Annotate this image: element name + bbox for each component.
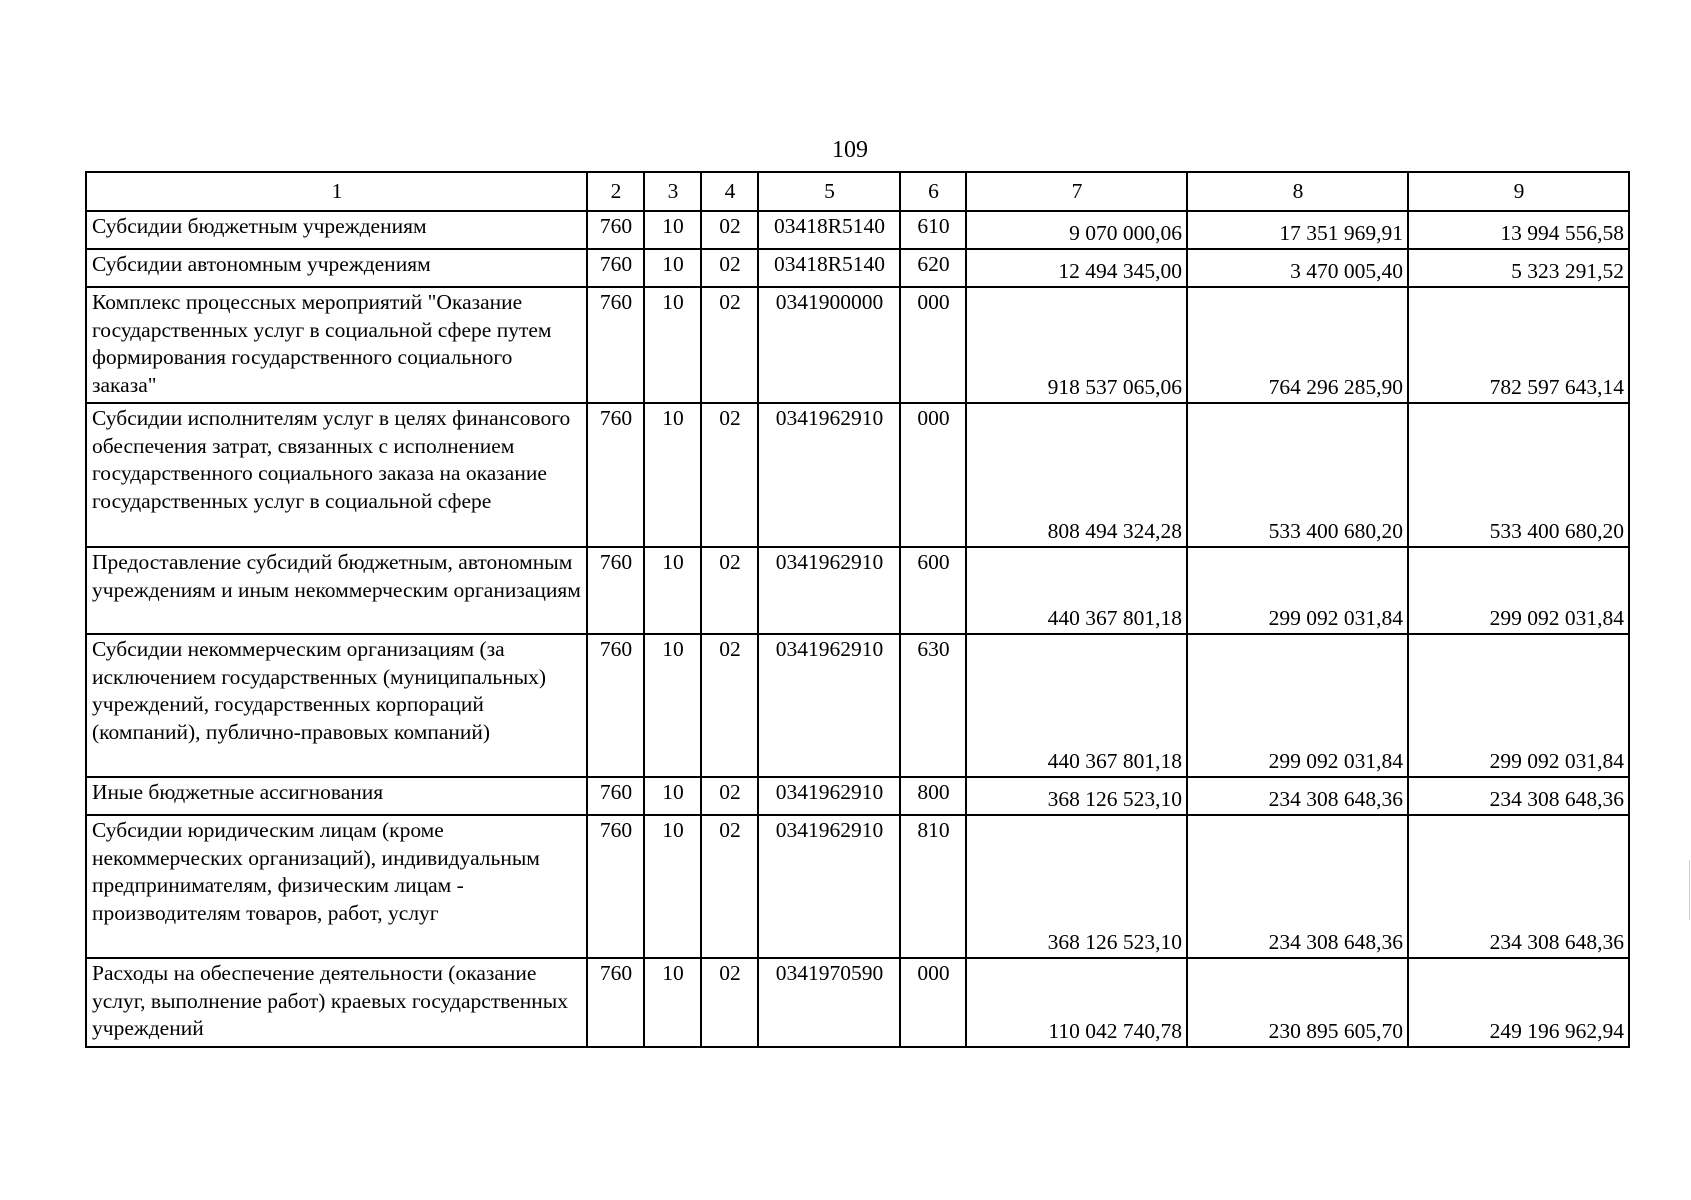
amount-col-8: 3 470 005,40 (1187, 249, 1408, 287)
item-name: Предоставление субсидий бюджетным, автономным учреждениям и иным некоммерческим организациям (86, 547, 587, 634)
code-col-5: 0341962910 (758, 634, 900, 777)
amount-col-8: 299 092 031,84 (1187, 547, 1408, 634)
table-row (86, 958, 1629, 1047)
amount-col-7: 9 070 000,06 (966, 211, 1187, 249)
amount-col-8: 230 895 605,70 (1187, 958, 1408, 1047)
page-number: 109 (832, 137, 868, 163)
amount-col-9: 13 994 556,58 (1408, 211, 1629, 249)
code-col-3: 10 (644, 815, 701, 958)
amount-col-9: 234 308 648,36 (1408, 777, 1629, 815)
code-col-2: 760 (587, 815, 644, 958)
code-col-6: 600 (900, 547, 966, 634)
code-col-3: 10 (644, 634, 701, 777)
amount-col-9: 533 400 680,20 (1408, 403, 1629, 547)
code-col-4: 02 (701, 958, 758, 1047)
code-col-2: 760 (587, 958, 644, 1047)
item-name: Субсидии исполнителям услуг в целях финансового обеспечения затрат, связанных с исполнением государственного социального заказа на оказание государственных услуг в социальной сфере (86, 403, 587, 547)
amount-col-7: 368 126 523,10 (966, 777, 1187, 815)
budget-table (85, 171, 1630, 1048)
code-col-5: 0341962910 (758, 403, 900, 547)
code-col-6: 800 (900, 777, 966, 815)
code-col-4: 02 (701, 547, 758, 634)
amount-col-8: 299 092 031,84 (1187, 634, 1408, 777)
column-header-5: 5 (758, 172, 900, 211)
code-col-6: 000 (900, 287, 966, 403)
item-name: Расходы на обеспечение деятельности (оказание услуг, выполнение работ) краевых государственных учреждений (86, 958, 587, 1047)
table-row (86, 287, 1629, 403)
table-row (86, 777, 1629, 815)
amount-col-7: 110 042 740,78 (966, 958, 1187, 1047)
column-header-6: 6 (900, 172, 966, 211)
code-col-4: 02 (701, 249, 758, 287)
amount-col-7: 808 494 324,28 (966, 403, 1187, 547)
table-header-row (86, 172, 1629, 211)
column-header-1: 1 (86, 172, 587, 211)
table-row (86, 403, 1629, 547)
code-col-4: 02 (701, 777, 758, 815)
code-col-6: 620 (900, 249, 966, 287)
code-col-2: 760 (587, 249, 644, 287)
item-name: Субсидии юридическим лицам (кроме некоммерческих организаций), индивидуальным предпринимателям, физическим лицам - производителям товаров, работ, услуг (86, 815, 587, 958)
code-col-6: 810 (900, 815, 966, 958)
code-col-2: 760 (587, 211, 644, 249)
code-col-3: 10 (644, 403, 701, 547)
column-header-4: 4 (701, 172, 758, 211)
code-col-2: 760 (587, 634, 644, 777)
code-col-5: 0341962910 (758, 547, 900, 634)
code-col-2: 760 (587, 547, 644, 634)
item-name: Субсидии автономным учреждениям (86, 249, 587, 287)
column-header-3: 3 (644, 172, 701, 211)
code-col-5: 0341900000 (758, 287, 900, 403)
table-row (86, 249, 1629, 287)
code-col-5: 03418R5140 (758, 249, 900, 287)
amount-col-9: 299 092 031,84 (1408, 547, 1629, 634)
code-col-2: 760 (587, 287, 644, 403)
amount-col-8: 17 351 969,91 (1187, 211, 1408, 249)
column-header-7: 7 (966, 172, 1187, 211)
code-col-5: 0341970590 (758, 958, 900, 1047)
column-header-2: 2 (587, 172, 644, 211)
code-col-4: 02 (701, 403, 758, 547)
scan-edge-mark (1689, 860, 1690, 920)
item-name: Субсидии некоммерческим организациям (за исключением государственных (муниципальных) учреждений, государственных корпораций (компаний), публично-правовых компаний) (86, 634, 587, 777)
item-name: Иные бюджетные ассигнования (86, 777, 587, 815)
code-col-3: 10 (644, 287, 701, 403)
amount-col-9: 299 092 031,84 (1408, 634, 1629, 777)
amount-col-9: 249 196 962,94 (1408, 958, 1629, 1047)
amount-col-9: 782 597 643,14 (1408, 287, 1629, 403)
amount-col-9: 5 323 291,52 (1408, 249, 1629, 287)
code-col-4: 02 (701, 211, 758, 249)
code-col-3: 10 (644, 249, 701, 287)
amount-col-8: 234 308 648,36 (1187, 815, 1408, 958)
code-col-5: 03418R5140 (758, 211, 900, 249)
amount-col-8: 533 400 680,20 (1187, 403, 1408, 547)
item-name: Комплекс процессных мероприятий "Оказание государственных услуг в социальной сфере путем формирования государственного социального заказа" (86, 287, 587, 403)
table-row (86, 815, 1629, 958)
amount-col-9: 234 308 648,36 (1408, 815, 1629, 958)
amount-col-8: 234 308 648,36 (1187, 777, 1408, 815)
code-col-6: 000 (900, 403, 966, 547)
item-name: Субсидии бюджетным учреждениям (86, 211, 587, 249)
amount-col-7: 368 126 523,10 (966, 815, 1187, 958)
table-row (86, 634, 1629, 777)
column-header-8: 8 (1187, 172, 1408, 211)
code-col-6: 610 (900, 211, 966, 249)
code-col-5: 0341962910 (758, 777, 900, 815)
amount-col-7: 440 367 801,18 (966, 634, 1187, 777)
code-col-4: 02 (701, 634, 758, 777)
code-col-2: 760 (587, 777, 644, 815)
amount-col-7: 12 494 345,00 (966, 249, 1187, 287)
amount-col-7: 918 537 065,06 (966, 287, 1187, 403)
code-col-3: 10 (644, 547, 701, 634)
code-col-4: 02 (701, 287, 758, 403)
code-col-3: 10 (644, 777, 701, 815)
table-row (86, 547, 1629, 634)
code-col-3: 10 (644, 211, 701, 249)
code-col-5: 0341962910 (758, 815, 900, 958)
code-col-6: 000 (900, 958, 966, 1047)
column-header-9: 9 (1408, 172, 1629, 211)
table-row (86, 211, 1629, 249)
code-col-2: 760 (587, 403, 644, 547)
code-col-4: 02 (701, 815, 758, 958)
code-col-6: 630 (900, 634, 966, 777)
amount-col-7: 440 367 801,18 (966, 547, 1187, 634)
amount-col-8: 764 296 285,90 (1187, 287, 1408, 403)
code-col-3: 10 (644, 958, 701, 1047)
